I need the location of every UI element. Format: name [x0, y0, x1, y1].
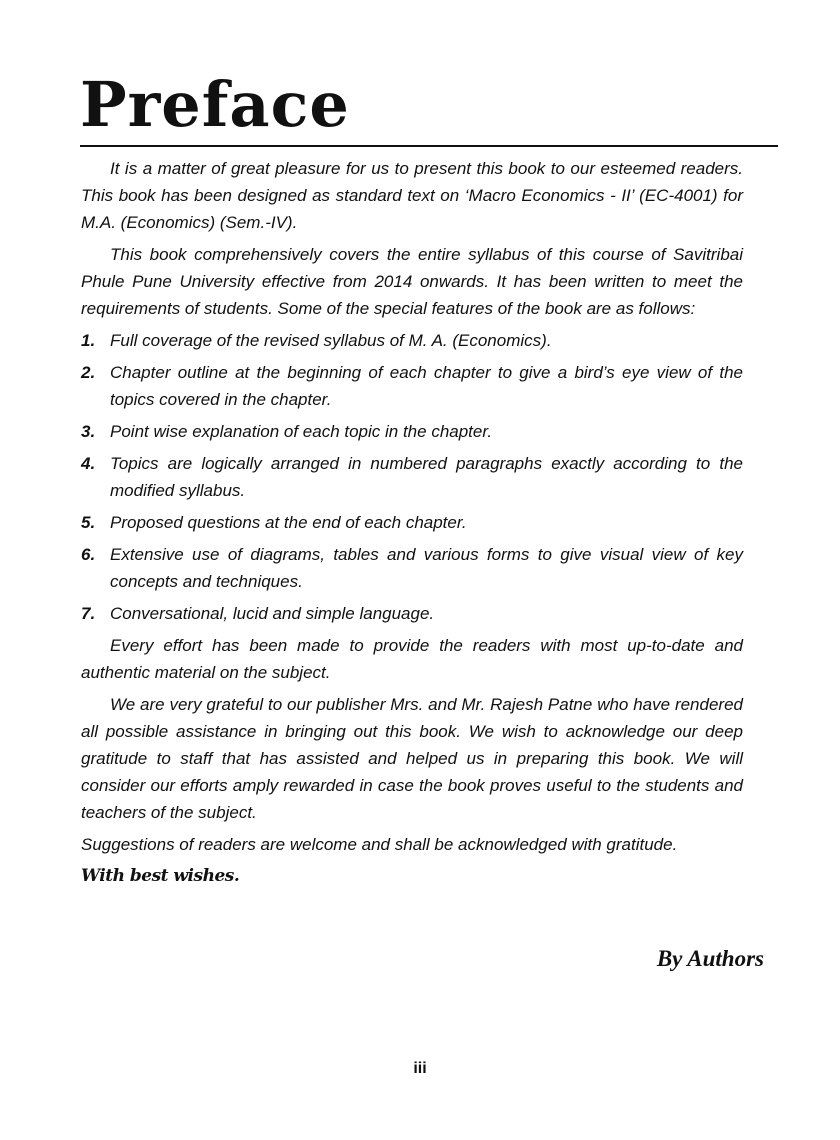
list-item-number: 4. — [81, 454, 96, 473]
list-item — [81, 600, 743, 627]
list-item-text: Full coverage of the revised syllabus of M. A. (Economics). — [110, 331, 552, 350]
list-item — [81, 541, 743, 595]
preface-body — [81, 155, 743, 890]
list-item-number: 3. — [81, 422, 96, 441]
syllabus-paragraph: This book comprehensively covers the entire syllabus of this course of Savitribai Phule Pune University effective from 2014 onwards. It has been written to meet the requirements of students. Some of the special features of the book are as follows: — [81, 245, 743, 318]
list-item-number: 5. — [81, 513, 96, 532]
list-item — [81, 418, 743, 445]
list-item — [81, 509, 743, 536]
list-item-text: Chapter outline at the beginning of each chapter to give a bird’s eye view of the topics covered in the chapter. — [110, 363, 743, 409]
list-item-text: Conversational, lucid and simple language. — [110, 604, 435, 623]
suggestions-line: Suggestions of readers are welcome and shall be acknowledged with gratitude. — [81, 835, 678, 854]
list-item — [81, 359, 743, 413]
list-item-text: Proposed questions at the end of each chapter. — [110, 513, 467, 532]
list-item — [81, 450, 743, 504]
page-title: Preface — [80, 68, 350, 141]
list-item-text: Point wise explanation of each topic in the chapter. — [110, 422, 493, 441]
features-list — [81, 327, 743, 627]
list-item-number: 6. — [81, 545, 96, 564]
list-item-number: 1. — [81, 331, 96, 350]
effort-paragraph: Every effort has been made to provide the readers with most up-to-date and authentic material on the subject. — [81, 636, 743, 682]
page-number: iii — [413, 1060, 427, 1077]
best-wishes: With best wishes. — [81, 866, 240, 886]
gratitude-paragraph: We are very grateful to our publisher Mrs. and Mr. Rajesh Patne who have rendered all possible assistance in bringing out this book. We wish to acknowledge our deep gratitude to staff that has assisted and helped us in preparing this book. We will consider our efforts amply rewarded in case the book proves useful to the students and teachers of the subject. — [81, 695, 743, 822]
list-item-text: Extensive use of diagrams, tables and various forms to give visual view of key concepts and techniques. — [110, 545, 743, 591]
list-item-number: 7. — [81, 604, 96, 623]
list-item-text: Topics are logically arranged in numbered paragraphs exactly according to the modified syllabus. — [110, 454, 743, 500]
title-underline — [80, 145, 778, 147]
intro-paragraph: It is a matter of great pleasure for us to present this book to our esteemed readers. This book has been designed as standard text on ‘Macro Economics - II’ (EC-4001) for M.A. (Economics) (Sem.-IV). — [81, 159, 743, 232]
list-item — [81, 327, 743, 354]
list-item-number: 2. — [81, 363, 96, 382]
authors-signature: By Authors — [656, 946, 764, 971]
